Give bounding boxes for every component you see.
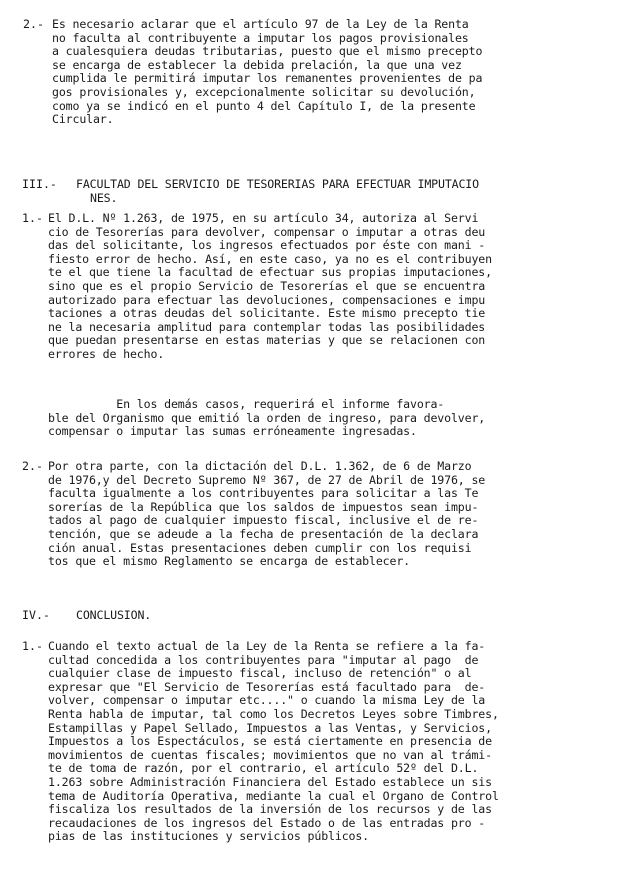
paragraph-demas-casos [48,398,485,439]
text-line: te de toma de razón, por el contrario, el artículo 52º del D.L. [48,761,479,776]
text-line: no faculta al contribuyente a imputar los pagos provisionales [52,30,469,45]
text-line: a cualesquiera deudas tributarias, puesto que el mismo precepto [52,44,483,59]
text-line: tema de Auditoría Operativa, mediante la cual el Organo de Control [48,788,499,803]
paragraph-number: 2.- [22,459,43,473]
text-line: En los demás casos, requerirá el informe favora- [48,397,445,411]
section-number: III.- [22,177,57,191]
text-line: autorizado para efectuar las devoluciones, compensaciones e impu [48,292,486,307]
text-line: tos que el mismo Reglamento se encarga de establecer. [48,554,410,569]
text-line: cualquier clase de impuesto fiscal, incluso de retención" o al [48,666,472,681]
text-line: de 1976,y del Decreto Supremo Nº 367, de 27 de Abril de 1976, se [48,472,486,487]
paragraph-dl-1263 [48,212,492,362]
text-line: das del solicitante, los ingresos efectuados por éste con mani - [48,238,486,253]
text-line: movimientos de cuentas fiscales; movimientos que no van al trámi- [48,747,492,762]
text-line: como ya se indicó en el punto 4 del Capítulo I, de la presente [52,98,476,113]
text-line: Impuestos a los Espectáculos, se está ciertamente en presencia de [48,734,492,749]
text-line: Estampillas y Papel Sellado, Impuestos a las Ventas, y Servicios, [48,720,492,735]
text-line: ne la necesaria amplitud para contemplar todas las posibilidades [48,319,486,334]
text-line: Por otra parte, con la dictación del D.L. 1.362, de 6 de Marzo [48,459,472,473]
text-line: que puedan presentarse en estas materias y que se relacionen con [48,333,486,348]
heading-line: FACULTAD DEL SERVICIO DE TESORERIAS PARA EFECTUAR IMPUTACIO [76,177,479,191]
text-line: sino que es el propio Servicio de Tesorerías el que se encuentra [48,278,486,293]
heading-line: NES. [90,190,118,205]
heading-line: CONCLUSION. [76,608,152,622]
paragraph-number: 1.- [22,211,43,225]
paragraph-number: 2.- [23,17,44,31]
text-line: errores de hecho. [48,346,165,361]
text-line: cio de Tesorerías para devolver, compensar o imputar a otras deu [48,224,486,239]
text-line: se encarga de establecer la debida prelación, la que una vez [52,57,462,72]
text-line: te el que tiene la facultad de efectuar sus propias imputaciones, [48,265,492,280]
text-line: tados al pago de cualquier impuesto fiscal, inclusive el de re- [48,513,479,528]
text-line: Es necesario aclarar que el artículo 97 de la Ley de la Renta [52,17,469,31]
text-line: Cuando el texto actual de la Ley de la Renta se refiere a la fa- [48,639,486,653]
text-line: compensar o imputar las sumas erróneamente ingresadas. [48,424,417,439]
text-line: tención, que se adeude a la fecha de presentación de la declara [48,526,479,541]
text-line: ble del Organismo que emitió la orden de ingreso, para devolver, [48,410,486,425]
text-line: ción anual. Estas presentaciones deben cumplir con los requisi [48,540,472,555]
text-line: Circular. [52,112,114,127]
text-line: expresar que "El Servicio de Tesorerías está facultado para de- [48,679,486,694]
section-heading [76,609,151,623]
text-line: taciones a otras deudas del solicitante. Este mismo precepto tie [48,306,486,321]
text-line: pias de las instituciones y servicios públicos. [48,829,370,844]
text-line: 1.263 sobre Administración Financiera del Estado establece un sis [48,774,492,789]
text-line: cultad concedida a los contribuyentes para "imputar al pago de [48,652,479,667]
text-line: cumplida le permitirá imputar los remanentes provenientes de pa [52,71,483,86]
text-line: gos provisionales y, excepcionalmente solicitar su devolución, [52,84,476,99]
text-line: fiesto error de hecho. Así, en este caso, ya no es el contribuyen [48,251,492,266]
text-line: volver, compensar o imputar etc...." o cuando la misma Ley de la [48,693,486,708]
paragraph-conclusion [48,640,499,844]
section-number: IV.- [22,608,50,622]
text-line: fiscaliza los resultados de la inversión de los recursos y de las [48,802,492,817]
paragraph-number: 1.- [22,639,43,653]
text-line: El D.L. Nº 1.263, de 1975, en su artículo 34, autoriza al Servi [48,211,479,225]
paragraph-dl-1362 [48,460,485,569]
text-line: sorerías de la República que los saldos de impuestos sean impu- [48,499,479,514]
section-heading [76,178,479,205]
text-line: Renta habla de imputar, tal como los Decretos Leyes sobre Timbres, [48,706,499,721]
text-line: recaudaciones de los ingresos del Estado o de las entradas pro - [48,815,486,830]
paragraph-prelacion [52,18,482,127]
text-line: faculta igualmente a los contribuyentes para solicitar a las Te [48,486,479,501]
